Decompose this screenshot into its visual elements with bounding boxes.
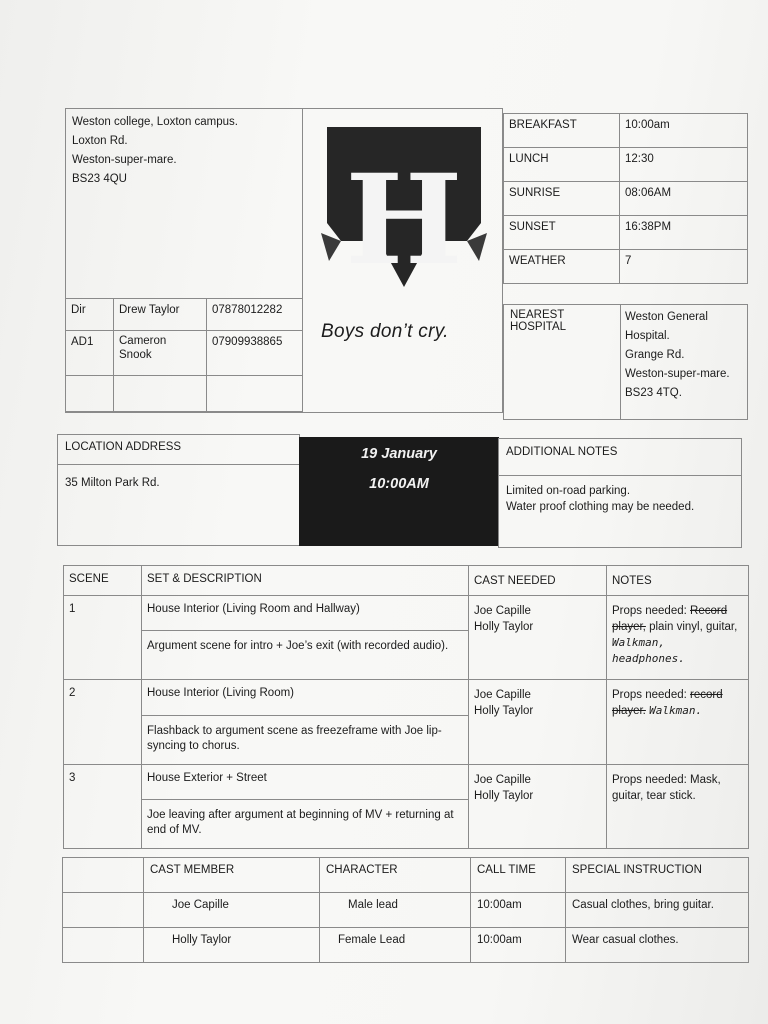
crew-role: Dir <box>66 299 114 331</box>
address-line: Loxton Rd. <box>72 135 128 147</box>
additional-notes-text <box>506 483 694 515</box>
location-address: 35 Milton Park Rd. <box>65 477 160 489</box>
times-row <box>504 182 748 216</box>
scene-header-row <box>64 566 749 596</box>
cast-instruction: Casual clothes, bring guitar. <box>566 893 749 928</box>
times-label: LUNCH <box>504 148 620 182</box>
address-line: Weston-super-mare. <box>72 154 177 166</box>
scene-cast <box>469 595 607 679</box>
date-time-box <box>299 437 499 546</box>
scene-row <box>64 764 749 799</box>
cast-call-time: 10:00am <box>471 893 566 928</box>
cast-character: Male lead <box>320 893 471 928</box>
notes-prefix: Props needed: <box>612 604 687 617</box>
scene-number: 1 <box>64 595 142 679</box>
hospital-line: BS23 4TQ. <box>625 387 682 399</box>
scene-set: House Interior (Living Room and Hallway) <box>142 595 469 630</box>
crew-row <box>66 331 303 376</box>
hospital-line: Hospital. <box>625 330 670 342</box>
crew-cell-empty <box>114 376 207 412</box>
times-row <box>504 114 748 148</box>
shoot-date: 19 January <box>361 446 437 462</box>
special-instruction-header: SPECIAL INSTRUCTION <box>566 858 749 893</box>
cast-table <box>62 857 749 963</box>
scene-description: Flashback to argument scene as freezeframe with Joe lip-syncing to chorus. <box>142 715 469 764</box>
scene-table <box>63 565 749 849</box>
scene-number: 2 <box>64 679 142 764</box>
scene-notes <box>607 679 749 764</box>
scene-row <box>64 595 749 630</box>
additional-notes-line: Limited on-road parking. <box>506 485 631 497</box>
production-address <box>72 113 238 189</box>
times-value: 08:06AM <box>620 182 748 216</box>
cast-row <box>63 928 749 963</box>
cast-name: Joe Capille <box>474 688 531 701</box>
scene-number: 3 <box>64 764 142 848</box>
cast-cell-empty <box>63 893 144 928</box>
scene-notes <box>607 595 749 679</box>
scene-set: House Interior (Living Room) <box>142 679 469 715</box>
set-header: SET & DESCRIPTION <box>142 566 469 596</box>
crew-cell-empty <box>207 376 303 412</box>
cast-name: Holly Taylor <box>474 789 534 802</box>
times-row <box>504 250 748 284</box>
additional-notes-line: Water proof clothing may be needed. <box>506 501 695 513</box>
location-label: LOCATION ADDRESS <box>58 435 299 465</box>
hospital-line: Weston-super-mare. <box>625 368 730 380</box>
notes-struck: record player. <box>612 688 723 717</box>
additional-notes-label: ADDITIONAL NOTES <box>499 439 741 476</box>
call-time-header: CALL TIME <box>471 858 566 893</box>
times-row <box>504 216 748 250</box>
scene-header: SCENE <box>64 566 142 596</box>
times-label: BREAKFAST <box>504 114 620 148</box>
scene-cast <box>469 679 607 764</box>
times-value: 16:38PM <box>620 216 748 250</box>
scene-cast <box>469 764 607 848</box>
notes-header: NOTES <box>607 566 749 596</box>
notes-struck: Record player, <box>612 604 728 633</box>
additional-notes-box <box>498 438 742 548</box>
crew-name: Cameron Snook <box>114 331 207 376</box>
scene-description: Argument scene for intro + Joe’s exit (with recorded audio). <box>142 630 469 679</box>
hospital-box <box>503 304 748 420</box>
cast-header-row <box>63 858 749 893</box>
times-label: SUNRISE <box>504 182 620 216</box>
cast-cell-empty <box>63 858 144 893</box>
times-value: 7 <box>620 250 748 284</box>
notes-prefix: Props needed: Mask, guitar, tear stick. <box>612 773 721 802</box>
times-label: SUNSET <box>504 216 620 250</box>
crew-role: AD1 <box>66 331 114 376</box>
address-line: BS23 4QU <box>72 173 127 185</box>
cast-name: Joe Capille <box>474 773 531 786</box>
scene-row <box>64 679 749 715</box>
times-table <box>503 113 748 284</box>
hospital-address <box>625 308 730 403</box>
scene-notes <box>607 764 749 848</box>
scene-description: Joe leaving after argument at beginning of MV + returning at end of MV. <box>142 799 469 848</box>
crew-row <box>66 299 303 331</box>
hospital-label: NEAREST HOSPITAL <box>504 305 621 419</box>
crew-phone: 07909938865 <box>207 331 303 376</box>
cast-cell-empty <box>63 928 144 963</box>
cast-member-header: CAST MEMBER <box>144 858 320 893</box>
times-value: 10:00am <box>620 114 748 148</box>
hospital-line: Weston General <box>625 311 708 323</box>
cast-call-time: 10:00am <box>471 928 566 963</box>
cast-name: Joe Capille <box>474 604 531 617</box>
cast-member: Joe Capille <box>144 893 320 928</box>
character-header: CHARACTER <box>320 858 471 893</box>
cast-instruction: Wear casual clothes. <box>566 928 749 963</box>
times-label: WEATHER <box>504 250 620 284</box>
cast-name: Holly Taylor <box>474 704 534 717</box>
cast-needed-header: CAST NEEDED <box>469 566 607 596</box>
location-box <box>57 434 300 546</box>
address-line: Weston college, Loxton campus. <box>72 116 238 128</box>
times-value: 12:30 <box>620 148 748 182</box>
crew-cell-empty <box>66 376 114 412</box>
scene-set: House Exterior + Street <box>142 764 469 799</box>
shoot-time: 10:00AM <box>369 476 429 492</box>
crew-table <box>65 298 303 412</box>
notes-prefix: Props needed: <box>612 688 687 701</box>
logo-box <box>302 108 503 413</box>
film-title: Boys don’t cry. <box>321 321 449 342</box>
cast-row <box>63 893 749 928</box>
times-row <box>504 148 748 182</box>
cast-name: Holly Taylor <box>474 620 534 633</box>
h-logo-icon <box>319 123 489 291</box>
logo-letter: H <box>345 148 463 291</box>
crew-phone: 07878012282 <box>207 299 303 331</box>
hospital-line: Grange Rd. <box>625 349 685 361</box>
cast-character: Female Lead <box>320 928 471 963</box>
crew-name: Drew Taylor <box>114 299 207 331</box>
cast-member: Holly Taylor <box>144 928 320 963</box>
notes-typed: plain vinyl, guitar, <box>649 620 738 633</box>
notes-handwritten: Walkman, headphones. <box>612 635 685 665</box>
notes-handwritten: Walkman. <box>649 703 703 717</box>
crew-row-empty <box>66 376 303 412</box>
